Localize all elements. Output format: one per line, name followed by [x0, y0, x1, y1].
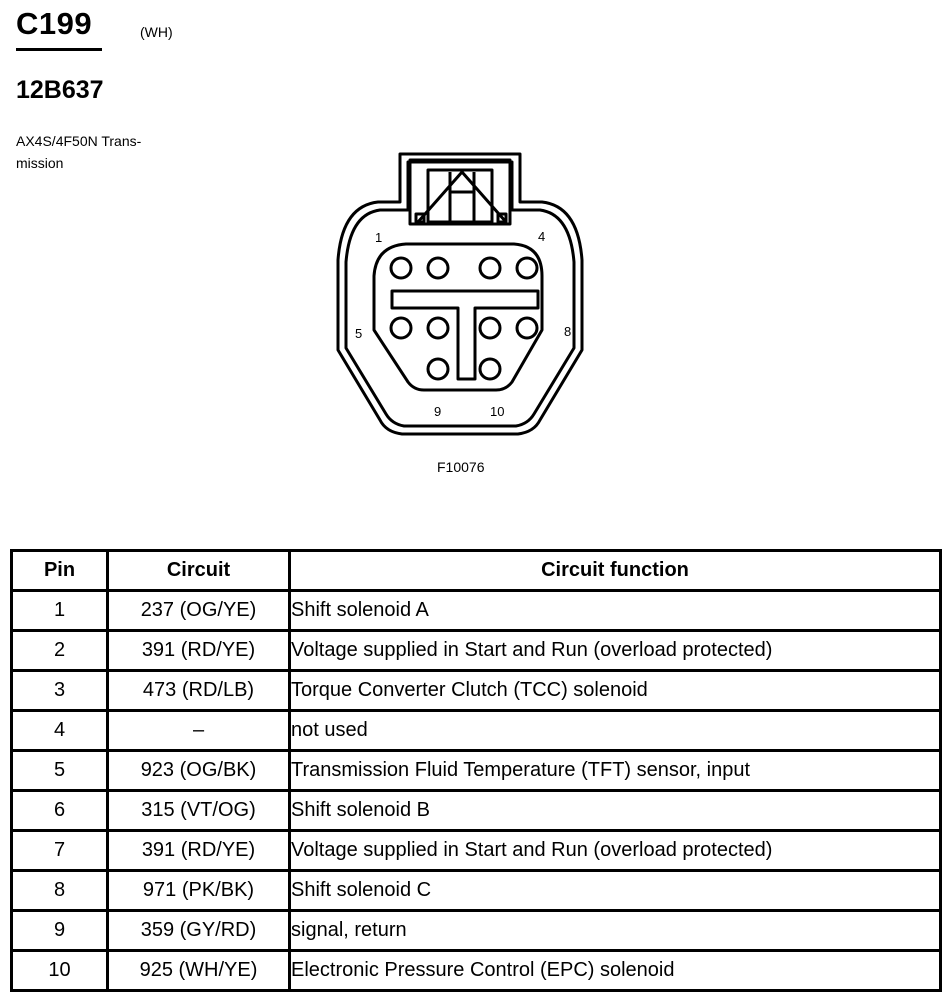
circuit-cell: 971 (PK/BK) [108, 871, 290, 911]
pin-cell: 7 [12, 831, 108, 871]
circuit-cell: 925 (WH/YE) [108, 951, 290, 991]
table-row [12, 791, 941, 831]
pin-cell: 2 [12, 631, 108, 671]
pin-cell: 10 [12, 951, 108, 991]
function-cell: Shift solenoid C [290, 871, 941, 911]
table-row [12, 591, 941, 631]
pin-8 [517, 318, 537, 338]
description-line-2: mission [16, 155, 64, 171]
circuit-cell: 237 (OG/YE) [108, 591, 290, 631]
table-row [12, 631, 941, 671]
table-row [12, 751, 941, 791]
pin-7 [480, 318, 500, 338]
table-row [12, 871, 941, 911]
table-row [12, 711, 941, 751]
function-cell: Shift solenoid A [290, 591, 941, 631]
table-row [12, 951, 941, 991]
pin-6 [428, 318, 448, 338]
pin-label-4: 4 [538, 229, 546, 244]
header-circuit: Circuit [108, 551, 290, 591]
function-cell: Voltage supplied in Start and Run (overload protected) [290, 831, 941, 871]
circuit-cell: 391 (RD/YE) [108, 631, 290, 671]
pin-5 [391, 318, 411, 338]
function-cell: not used [290, 711, 941, 751]
circuit-cell: 359 (GY/RD) [108, 911, 290, 951]
pin-cell: 8 [12, 871, 108, 911]
pin-9 [428, 359, 448, 379]
circuit-cell: 923 (OG/BK) [108, 751, 290, 791]
pin-label-5: 5 [355, 326, 363, 341]
pin-2 [428, 258, 448, 278]
table-row [12, 831, 941, 871]
table-header-row [12, 551, 941, 591]
connector-description [16, 130, 196, 174]
pin-3 [480, 258, 500, 278]
connector-color: (WH) [140, 24, 173, 40]
circuit-cell: – [108, 711, 290, 751]
connector-face-diagram [330, 150, 590, 440]
function-cell: Electronic Pressure Control (EPC) solenoid [290, 951, 941, 991]
function-cell: signal, return [290, 911, 941, 951]
pin-table [10, 549, 942, 992]
table-row [12, 911, 941, 951]
function-cell: Shift solenoid B [290, 791, 941, 831]
description-line-1: AX4S/4F50N Trans- [16, 133, 142, 149]
header-function: Circuit function [290, 551, 941, 591]
function-cell: Torque Converter Clutch (TCC) solenoid [290, 671, 941, 711]
pin-label-10: 10 [490, 404, 505, 419]
header-pin: Pin [12, 551, 108, 591]
circuit-cell: 391 (RD/YE) [108, 831, 290, 871]
title-underline [16, 48, 102, 51]
connector-id: C199 [16, 6, 93, 41]
pin-1 [391, 258, 411, 278]
pin-cell: 9 [12, 911, 108, 951]
key-t [392, 291, 538, 379]
pin-cell: 4 [12, 711, 108, 751]
figure-id: F10076 [437, 459, 485, 475]
circuit-cell: 473 (RD/LB) [108, 671, 290, 711]
pin-label-1: 1 [375, 230, 383, 245]
pin-10 [480, 359, 500, 379]
pin-cell: 1 [12, 591, 108, 631]
function-cell: Voltage supplied in Start and Run (overload protected) [290, 631, 941, 671]
function-cell: Transmission Fluid Temperature (TFT) sensor, input [290, 751, 941, 791]
pin-label-8: 8 [564, 324, 572, 339]
pin-cell: 3 [12, 671, 108, 711]
pin-4 [517, 258, 537, 278]
connector-title [16, 6, 173, 42]
pin-cell: 5 [12, 751, 108, 791]
pin-cell: 6 [12, 791, 108, 831]
table-row [12, 671, 941, 711]
part-number: 12B637 [16, 76, 104, 104]
pin-label-9: 9 [434, 404, 442, 419]
circuit-cell: 315 (VT/OG) [108, 791, 290, 831]
